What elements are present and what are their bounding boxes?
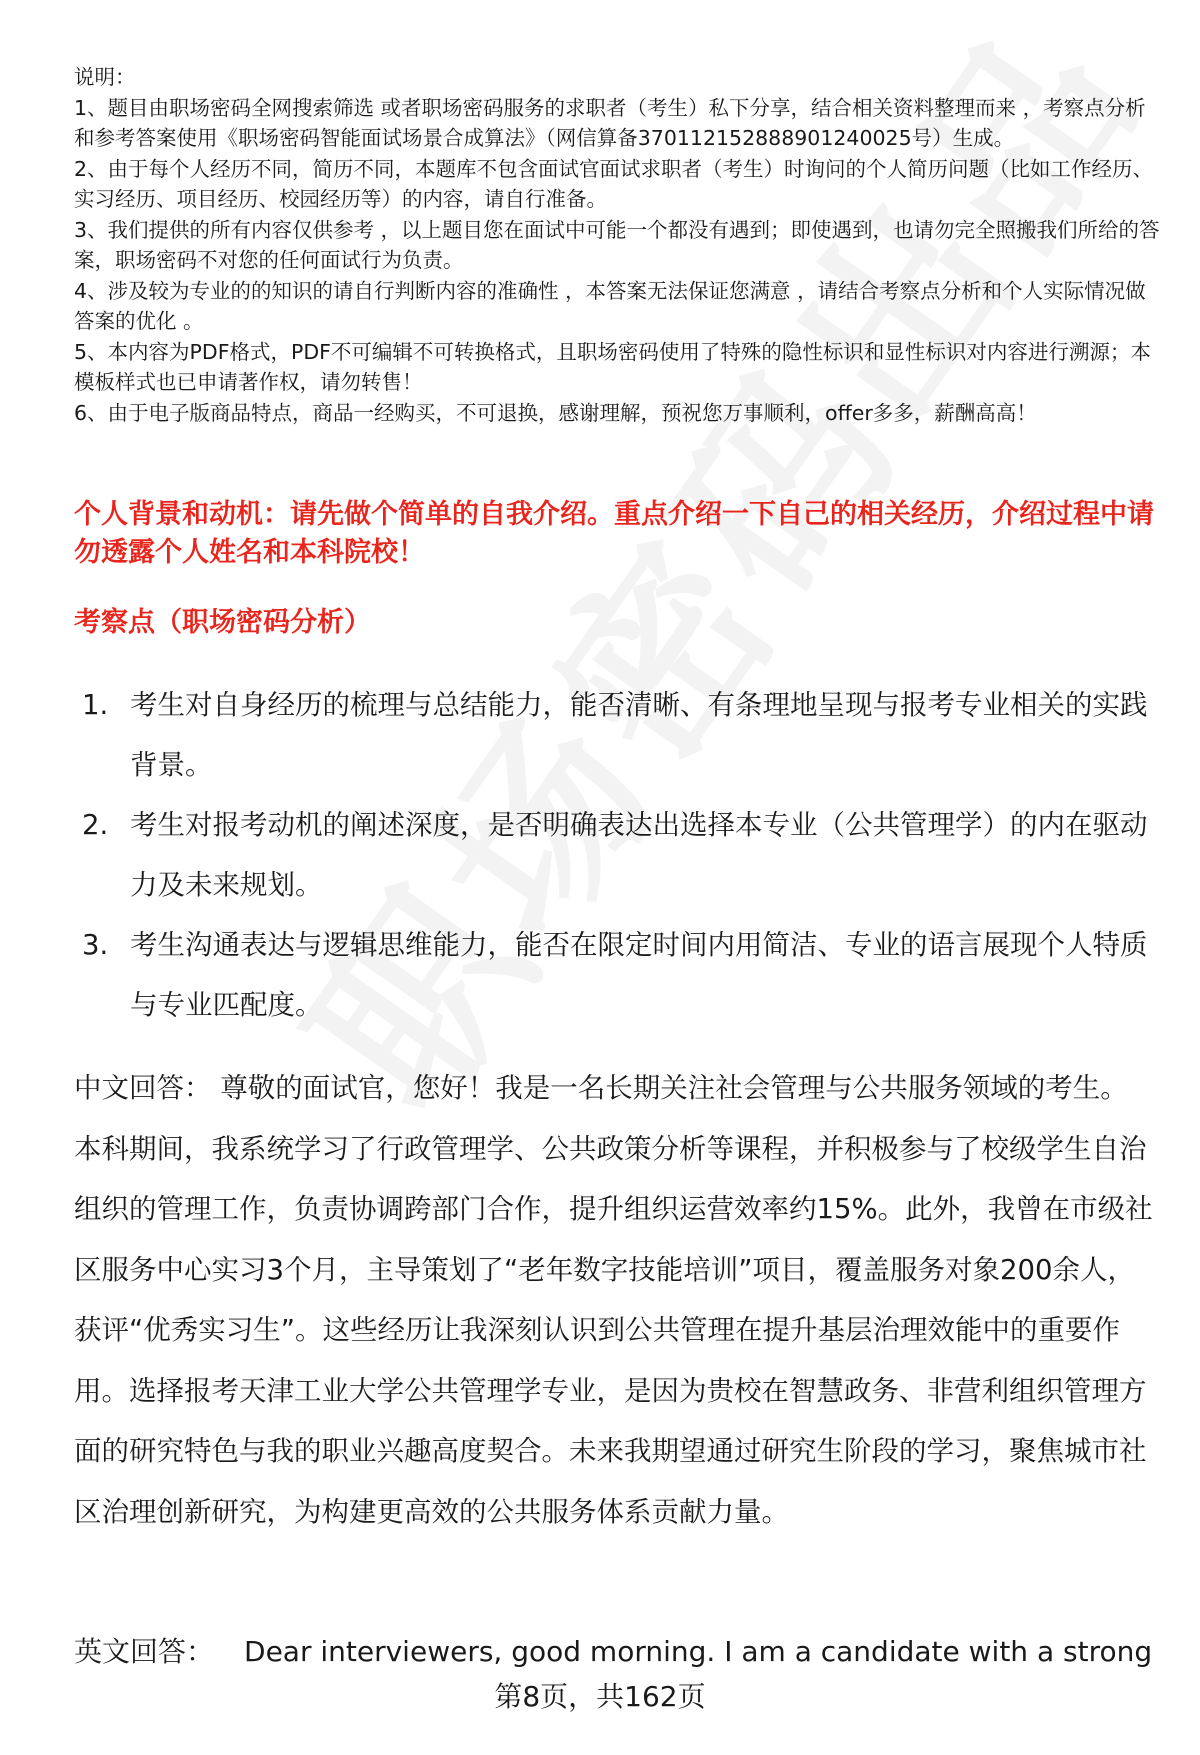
english-answer-text: Dear interviewers, good morning. I am a candidate with a strong xyxy=(244,1635,1153,1668)
point-text: 考生沟通表达与逻辑思维能力，能否在限定时间内用简洁、专业的语言展现个人特质与专业匹配度。 xyxy=(130,929,1148,1021)
point-number: 2. xyxy=(82,809,109,841)
analysis-point xyxy=(82,795,1162,915)
chinese-answer-label: 中文回答： xyxy=(74,1072,212,1104)
notes-title: 说明： xyxy=(74,65,136,89)
english-answer-label: 英文回答： xyxy=(74,1635,215,1668)
chinese-answer-text: 尊敬的面试官，您好！我是一名长期关注社会管理与公共服务领域的考生。本科期间，我系统学习了行政管理学、公共政策分析等课程，并积极参与了校级学生自治组织的管理工作，负责协调跨部门合作，提升组织运营效率约15%。此外，我曾在市级社区服务中心实习3个月，主导策划了“老年数字技能培训”项目，覆盖服务对象200余人，获评“优秀实习生”。这些经历让我深刻认识到公共管理在提升基层治理效能中的重要作用。选择报考天津工业大学公共管理学专业，是因为贵校在智慧政务、非营利组织管理方面的研究特色与我的职业兴趣高度契合。未来我期望通过研究生阶段的学习，聚焦城市社区治理创新研究，为构建更高效的公共服务体系贡献力量。 xyxy=(74,1072,1153,1528)
page-number: 第8页，共162页 xyxy=(494,1680,706,1713)
notes-item: 5、本内容为PDF格式，PDF不可编辑不可转换格式，且职场密码使用了特殊的隐性标识和显性标识对内容进行溯源；本模板样式也已申请著作权，请勿转售！ xyxy=(74,339,1151,394)
notes-item: 6、由于电子版商品特点，商品一经购买，不可退换，感谢理解，预祝您万事顺利，offer多多，薪酬高高！ xyxy=(74,400,1037,425)
interview-question: 个人背景和动机：请先做个简单的自我介绍。重点介绍一下自己的相关经历，介绍过程中请勿透露个人姓名和本科院校！ xyxy=(74,499,1154,568)
disclaimer-notes xyxy=(74,62,1164,428)
chinese-answer xyxy=(74,1058,1154,1542)
english-answer xyxy=(74,1632,1164,1672)
analysis-points-list xyxy=(82,675,1162,1035)
point-number: 3. xyxy=(82,929,109,961)
notes-item: 3、我们提供的所有内容仅供参考 ，以上题目您在面试中可能一个都没有遇到；即使遇到，也请勿完全照搬我们所给的答案，职场密码不对您的任何面试行为负责。 xyxy=(74,217,1160,272)
analysis-heading: 考察点（职场密码分析） xyxy=(74,607,371,638)
point-text: 考生对自身经历的梳理与总结能力，能否清晰、有条理地呈现与报考专业相关的实践背景。 xyxy=(130,689,1148,781)
point-number: 1. xyxy=(82,689,109,721)
notes-item: 4、涉及较为专业的的知识的请自行判断内容的准确性 ，本答案无法保证您满意 ，请结合考察点分析和个人实际情况做答案的优化 。 xyxy=(74,278,1146,333)
point-text: 考生对报考动机的阐述深度，是否明确表达出选择本专业（公共管理学）的内在驱动力及未来规划。 xyxy=(130,809,1148,901)
analysis-point xyxy=(82,675,1162,795)
notes-item: 1、题目由职场密码全网搜索筛选 或者职场密码服务的求职者（考生）私下分享，结合相关资料整理而来 ，考察点分析和参考答案使用《职场密码智能面试场景合成算法》（网信算备370112152888901240025号）生成。 xyxy=(74,95,1146,150)
analysis-point xyxy=(82,915,1162,1035)
notes-item: 2、由于每个人经历不同，简历不同，本题库不包含面试官面试求职者（考生）时询问的个人简历问题（比如工作经历、实习经历、项目经历、校园经历等）的内容，请自行准备。 xyxy=(74,156,1154,211)
